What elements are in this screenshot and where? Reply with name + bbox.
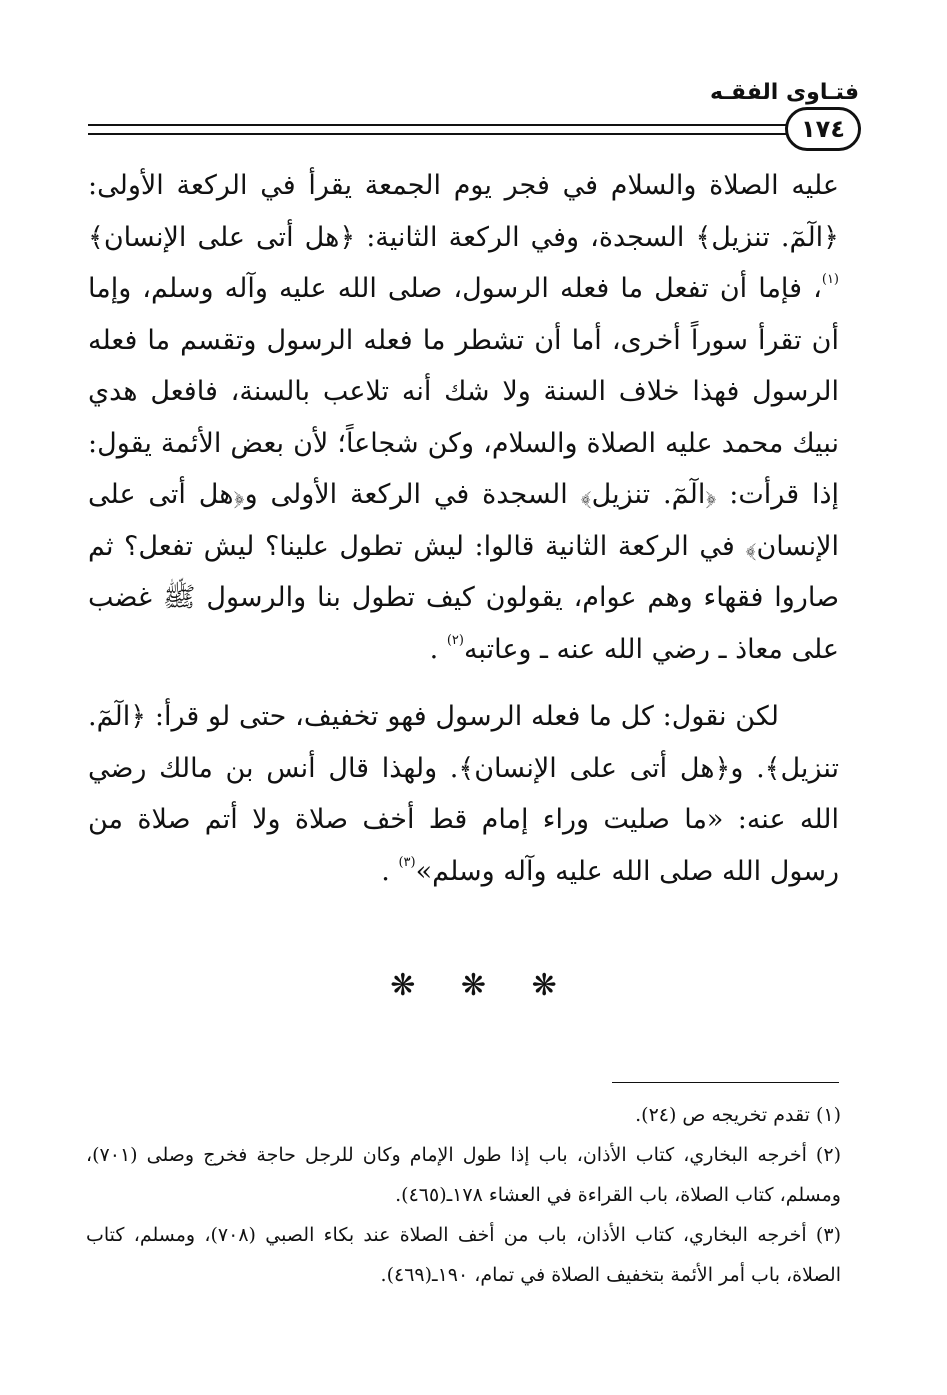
footnote-ref-1: (١) xyxy=(821,272,839,287)
footnote-1: (١) تقدم تخريجه ص (٢٤). xyxy=(635,1104,841,1126)
footnote-3: (٣) أخرجه البخاري، كتاب الأذان، باب من أخف الصلاة عند بكاء الصبي (٧٠٨)، ومسلم، كتاب الصلاة، باب أمر الأئمة بتخفيف الصلاة في تمام، ١٩٠ـ(٤٦٩). xyxy=(86,1224,841,1286)
footnote-2: (٢) أخرجه البخاري، كتاب الأذان، باب إذا طول الإمام وكان للرجل حاجة فخرج وصلى (٧٠١)، ومسلم، كتاب الصلاة، باب القراءة في العشاء ١٧٨ـ(٤٦٥). xyxy=(86,1144,841,1206)
paragraph-2 xyxy=(88,691,839,897)
footnote-ref-3: (٣) xyxy=(398,854,416,870)
footnote-rule xyxy=(612,1082,839,1083)
paragraph-1-text-a: عليه الصلاة والسلام في فجر يوم الجمعة يقرأ في الركعة الأولى: ﴿الٓمٓ. تنزيل﴾ السجدة، وفي الركعة الثانية: ﴿هل أتى على الإنسان﴾ xyxy=(88,170,839,253)
section-separator xyxy=(0,968,947,1003)
separator-star: ❋ xyxy=(460,968,487,1003)
main-text xyxy=(88,160,839,897)
footnote-ref-2: (٢) xyxy=(446,632,464,648)
header-rule xyxy=(88,124,835,135)
paragraph-2-text: لكن نقول: كل ما فعله الرسول فهو تخفيف، حتى لو قرأ: ﴿الٓمٓ. تنزيل﴾. و﴿هل أتى على الإنسان﴾. ولهذا قال أنس بن مالك رضي الله عنه: «ما صليت وراء إمام قط أخف صلاة ولا أتم صلاة من رسول الله صلى الله عليه وآله وسلم» xyxy=(88,701,839,887)
paragraph-1 xyxy=(88,160,839,675)
paragraph-2-end: . xyxy=(381,855,399,887)
paragraph-1-end: . xyxy=(429,633,447,665)
footnotes xyxy=(86,1095,841,1295)
paragraph-1-text-b: ، فإما أن تفعل ما فعله الرسول، صلى الله عليه وآله وسلم، وإما أن تقرأ سوراً أخرى، أما أن تشطر ما فعله الرسول وتقسم ما فعله الرسول فهذا خلاف السنة ولا شك أنه تلاعب بالسنة، فافعل هدي نبيك محمد عليه الصلاة والسلام، وكن شجاعاً؛ لأن بعض الأئمة يقول: إذا قرأت: ﴿الٓمٓ. تنزيل﴾ السجدة في الركعة الأولى و﴿هل أتى على الإنسان﴾ في الركعة الثانية قالوا: ليش تطول علينا؟ ليش تفعل؟ ثم صاروا فقهاء وهم عوام، يقولون كيف تطول بنا والرسول ﷺ غضب على معاذ ـ رضي الله عنه ـ وعاتبه xyxy=(88,273,839,665)
page-number: ١٧٤ xyxy=(785,107,861,151)
separator-star: ❋ xyxy=(531,968,557,1003)
separator-star: ❋ xyxy=(390,968,416,1003)
running-title: فتـاوى الفقـه xyxy=(710,80,859,105)
